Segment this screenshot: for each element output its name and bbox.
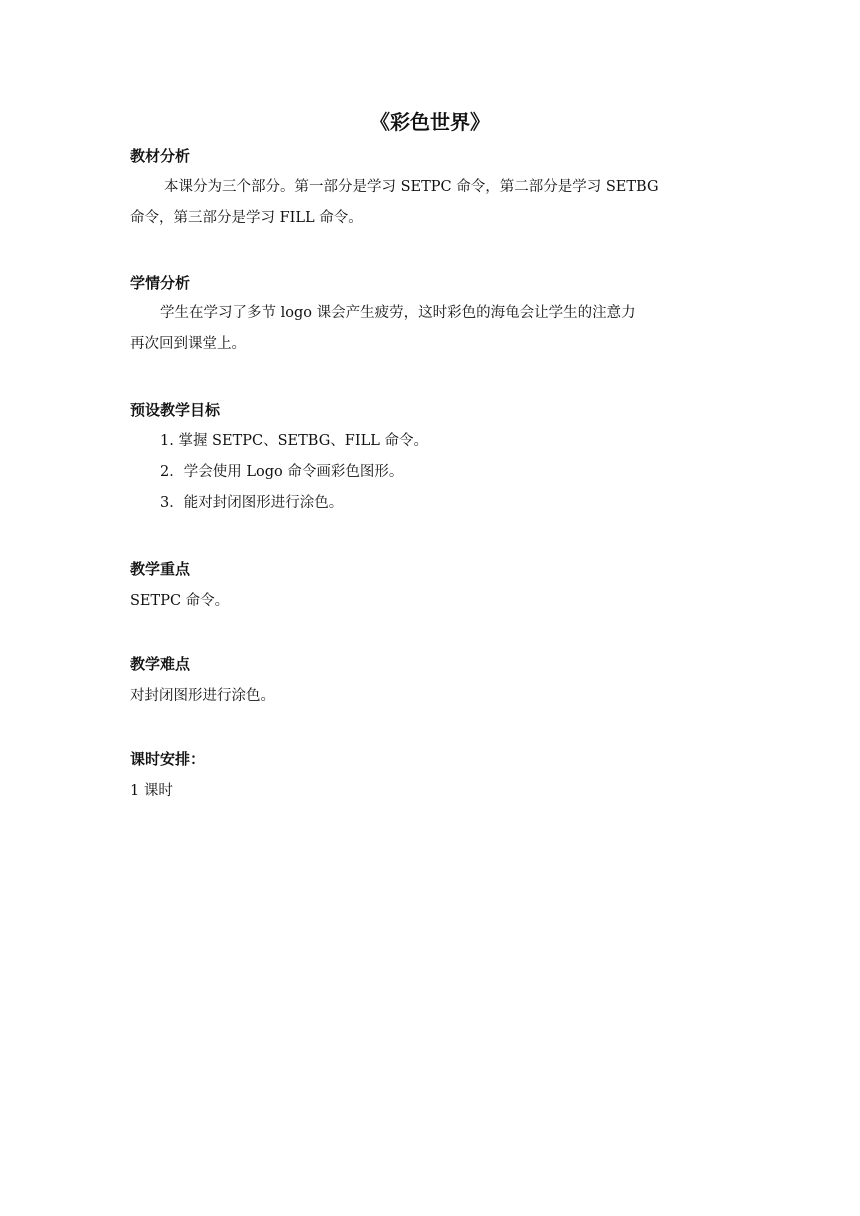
goal-item-2: 2．学会使用 Logo 命令画彩色图形。	[160, 464, 404, 480]
section-body-material	[130, 172, 730, 234]
key-points-text: SETPC 命令。	[130, 593, 230, 609]
section-heading-difficulties: 教学难点	[130, 655, 191, 673]
goals-list	[160, 426, 428, 519]
section-heading-material: 教材分析	[130, 147, 191, 165]
goal-item-3: 3．能对封闭图形进行涂色。	[160, 495, 344, 511]
section-heading-goals: 预设教学目标	[130, 401, 221, 419]
material-line-2: 命令，第三部分是学习 FILL 命令。	[130, 210, 363, 226]
section-heading-schedule: 课时安排：	[130, 750, 206, 768]
section-body-students	[130, 298, 730, 360]
students-line-2: 再次回到课堂上。	[130, 336, 246, 352]
students-line-1: 学生在学习了多节 logo 课会产生疲劳，这时彩色的海龟会让学生的注意力	[160, 305, 636, 321]
section-heading-students: 学情分析	[130, 274, 191, 292]
document-title: 《彩色世界》	[370, 110, 490, 134]
difficulties-text: 对封闭图形进行涂色。	[130, 688, 275, 704]
section-heading-key-points: 教学重点	[130, 560, 191, 578]
material-line-1: 本课分为三个部分。第一部分是学习 SETPC 命令，第二部分是学习 SETBG	[164, 179, 659, 195]
schedule-text: 1 课时	[130, 783, 173, 799]
goal-item-1: 1. 掌握 SETPC、SETBG、FILL 命令。	[160, 433, 428, 449]
